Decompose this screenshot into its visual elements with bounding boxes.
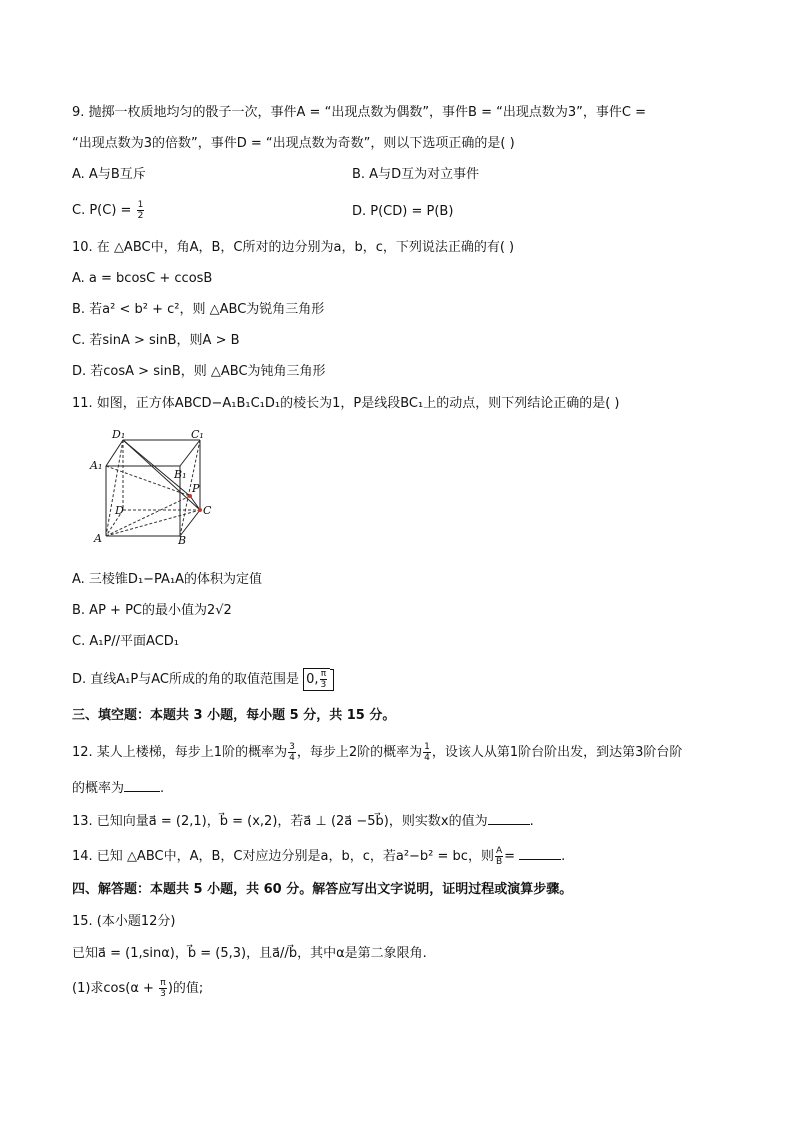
fraction-denominator: 2 [137,211,144,221]
q9-stem-line2: “出现点数为3的倍数”，事件D = “出现点数为奇数”，则以下选项正确的是( ) [72,136,515,151]
seg-pc [190,496,200,510]
label-p: P [192,482,200,495]
q12-text-4: 的概率为 [72,781,125,796]
q15-part1-fraction [159,978,167,999]
fraction-numerator: π [320,669,327,679]
section-3-heading: 三、填空题：本题共 3 小题，每小题 5 分，共 15 分。 [72,708,396,723]
q9-option-c-text: C. P(C) = [72,203,136,218]
label-c1: C₁ [191,428,204,441]
q12-text-3: ，设该人从第1阶台阶出发，到达第3阶台阶 [431,745,683,760]
q13-text: 13. 已知向量a⃗ = (2,1)，b⃗ = (x,2)，若a⃗ ⊥ (2a⃗ −5b⃗)，则实数x的值为 [72,814,488,829]
q13-answer-blank [488,810,530,825]
q11-option-d-text: D. 直线A₁P与AC所成的角的取值范围是 [72,672,299,687]
label-b: B [178,534,187,546]
q11-option-d-range: 0, $\frac{\pi}{3}$ [303,668,330,691]
q14-text-post: = [504,849,520,864]
q14-stem: 14. 已知 △ABC中，A，B，C对应边分别是a，b，c，若a²−b² = bc，则 $\frac{A}{B}$ = . [72,846,566,867]
label-a1: A₁ [90,459,103,472]
q15-part1 [72,978,203,999]
q9-option-a: A. A与B互斥 [72,167,146,182]
q11-option-c: C. A₁P//平面ACD₁ [72,634,180,649]
diag-d1c [123,440,200,510]
q10-option-b: B. 若a² < b² + c²，则 △ABC为锐角三角形 [72,302,325,317]
fraction-denominator: 3 [160,989,166,999]
q15-header: 15. (本小题12分) [72,914,176,929]
fraction-numerator: 1 [424,742,430,752]
cube-figure [88,428,218,546]
q15-given: 已知a⃗ = (1,sinα)，b⃗ = (5,3)，且a⃗//b⃗，其中α是第二象限角. [72,946,427,961]
edge-bc [180,510,200,536]
q9-option-d: D. P(CD) = P(B) [352,204,454,219]
q14-text: 14. 已知 △ABC中，A，B，C对应边分别是a，b，c，若a²−b² = bc，则 [72,849,494,864]
q10-option-d: D. 若cosA > sinB，则 △ABC为钝角三角形 [72,364,326,379]
q10-option-a: A. a = bcosC + ccosB [72,271,213,286]
q11-option-a: A. 三棱锥D₁−PA₁A的体积为定值 [72,572,263,587]
q12-answer-blank [124,777,160,792]
q9-stem-line1: 9. 抛掷一枚质地均匀的骰子一次，事件A = “出现点数为偶数”，事件B = “出现点数为3”，事件C = [72,105,646,120]
q10-stem: 10. 在 △ABC中，角A，B，C所对的边分别为a，b，c，下列说法正确的有( ) [72,240,515,255]
q12-text-1: 12. 某人上楼梯，每步上1阶的概率为 [72,745,288,760]
q9-option-c-fraction [137,200,145,221]
q15-part1-text: (1)求cos(α + [72,981,159,996]
q13-stem: 13. 已知向量a⃗ = (2,1)，b⃗ = (x,2)，若a⃗ ⊥ (2a⃗ −5b⃗)，则实数x的值为 . [72,810,534,832]
q15-part1-text-post: )的值; [167,981,204,996]
q12-fraction-2 [423,742,431,763]
range-right-bracket [330,669,334,691]
range-right-fraction [320,669,328,690]
fraction-numerator: 3 [289,742,295,752]
q11-stem: 11. 如图，正方体ABCD−A₁B₁C₁D₁的棱长为1，P是线段BC₁上的动点，则下列结论正确的是( ) [72,396,620,411]
cube-diagram [88,428,218,546]
q9-option-b: B. A与D互为对立事件 [352,167,480,182]
q11-option-b: B. AP + PC的最小值为2√2 [72,603,232,618]
diag-d1a [106,440,123,536]
label-d: D [115,504,124,517]
label-d1: D₁ [112,428,126,441]
q11-option-d [72,668,334,691]
label-b1: B₁ [174,468,187,481]
fraction-numerator: A [495,846,503,856]
range-left: 0 [306,672,315,687]
q12-stem-line2: 的概率为 . [72,777,164,799]
fraction-denominator: 3 [320,680,327,690]
edge-d1a1 [106,440,123,466]
fraction-denominator: B [495,857,503,867]
q14-answer-blank [519,845,561,860]
q12-fraction-1 [288,742,296,763]
fraction-numerator: 1 [137,200,144,210]
q12-stem-line1 [72,742,682,763]
label-a: A [94,532,102,545]
edge-c1b1 [180,440,200,466]
q9-option-c [72,200,145,221]
q10-option-c: C. 若sinA > sinB，则A > B [72,333,240,348]
q14-fraction [495,846,503,867]
fraction-denominator: 4 [424,753,430,763]
section-4-heading: 四、解答题：本题共 5 小题，共 60 分。解答应写出文字说明，证明过程或演算步骤。 [72,882,573,897]
label-c: C [203,504,212,517]
fraction-numerator: π [160,978,166,988]
point-c [198,508,202,512]
q12-text-2: ，每步上2阶的概率为 [296,745,423,760]
fraction-denominator: 4 [289,753,295,763]
